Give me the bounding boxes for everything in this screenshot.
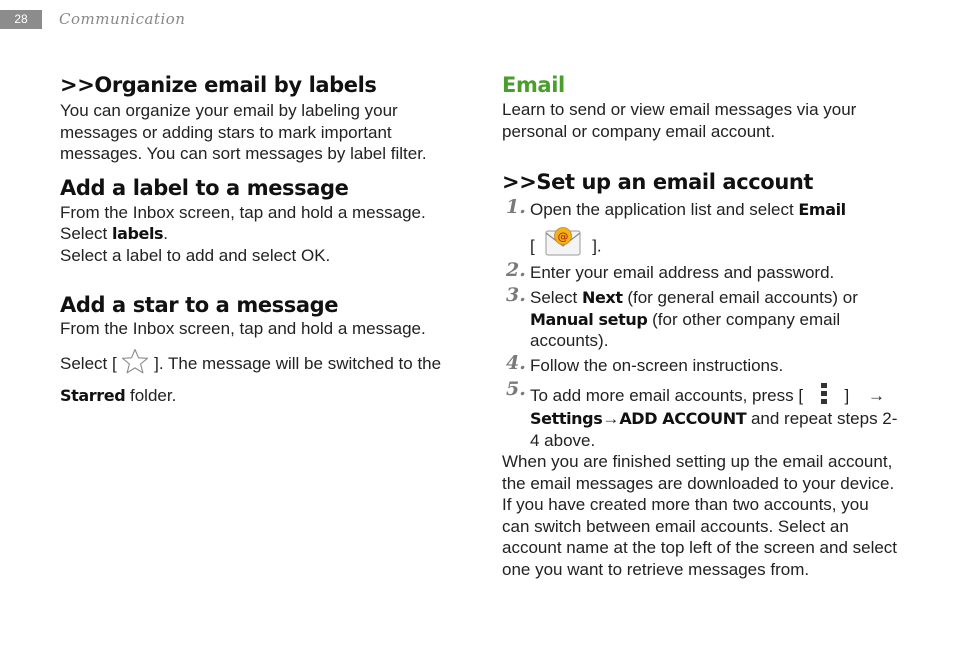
email-heading: Email (502, 73, 565, 97)
step-number: 5. (506, 378, 526, 400)
step-1-icon-line (530, 225, 902, 259)
page-number: 28 (0, 10, 42, 29)
step-3-suffix: (for other company email accounts). (530, 309, 841, 350)
left-column (60, 72, 460, 406)
add-label-line3: Select a label to add and select OK. (60, 245, 331, 265)
next-label: Next (581, 288, 623, 307)
setup-closing: When you are finished setting up the email account, the email messages are downloaded to your device. If you have created more than two accounts, you can switch between email accounts. Select an account name at the top left of the screen and select one you want to retrieve messages from. (502, 452, 898, 579)
add-star-heading: Add a star to a message (60, 293, 339, 317)
add-star-line2-suffix: ]. The message will be switched to the (149, 353, 442, 373)
running-header: Communication (59, 10, 186, 28)
step-5-bracket-close: ] (844, 385, 850, 405)
add-label-heading: Add a label to a message (60, 175, 349, 200)
add-star-line3-suffix: folder. (125, 385, 177, 405)
add-label-line2-prefix: Select (60, 224, 112, 243)
add-account-label: ADD ACCOUNT (619, 409, 747, 428)
step-1-text: Open the application list and select (530, 200, 799, 219)
svg-text:@: @ (557, 229, 569, 243)
step-5-prefix: To add more email accounts, press [ (530, 385, 804, 405)
step-3-mid: (for general email accounts) or (622, 288, 858, 307)
settings-label: Settings (530, 409, 603, 428)
email-app-label: Email (798, 200, 846, 219)
step-5-arrow2: → (602, 409, 620, 428)
add-star-line2-prefix: Select [ (60, 353, 122, 373)
add-label-line2-suffix: . (163, 224, 168, 243)
setup-steps (502, 196, 902, 451)
bracket-close: ]. (592, 235, 602, 255)
step-5-line1 (530, 381, 902, 405)
bracket-open: [ (530, 235, 535, 255)
organize-heading: >>Organize email by labels (60, 73, 377, 97)
step-number: 2. (506, 258, 526, 281)
step-5 (502, 378, 902, 451)
step-4-text: Follow the on-screen instructions. (530, 355, 784, 375)
step-3 (502, 284, 902, 352)
step-number: 1. (506, 196, 526, 218)
step-2-text: Enter your email address and password. (530, 262, 835, 282)
add-star-line3 (60, 385, 460, 407)
step-5-arrow: → (868, 385, 886, 405)
add-star-line1: From the Inbox screen, tap and hold a message. (60, 319, 426, 338)
add-star-line2 (60, 348, 460, 381)
step-5-line2 (530, 408, 902, 451)
email-intro: Learn to send or view email messages via your personal or company email account. (502, 100, 857, 141)
step-2 (502, 258, 902, 284)
labels-option: labels (111, 224, 164, 243)
step-1 (502, 196, 902, 259)
starred-folder: Starred (60, 385, 126, 405)
setup-heading: >>Set up an email account (502, 170, 814, 194)
add-label-line1: From the Inbox screen, tap and hold a message. (60, 202, 426, 222)
star-outline-icon (121, 348, 149, 381)
organize-body: You can organize your email by labeling your messages or adding stars to mark important messages. You can sort messages by label filter. (60, 101, 427, 163)
step-number: 3. (506, 284, 526, 306)
manual-setup-label: Manual setup (530, 309, 648, 329)
step-3-prefix: Select (530, 288, 582, 307)
right-column (502, 72, 902, 580)
step-number: 4. (506, 351, 526, 374)
step-5-suffix: and repeat steps 2-4 above. (530, 409, 898, 450)
step-4 (502, 351, 902, 377)
add-label-line2 (60, 223, 460, 245)
